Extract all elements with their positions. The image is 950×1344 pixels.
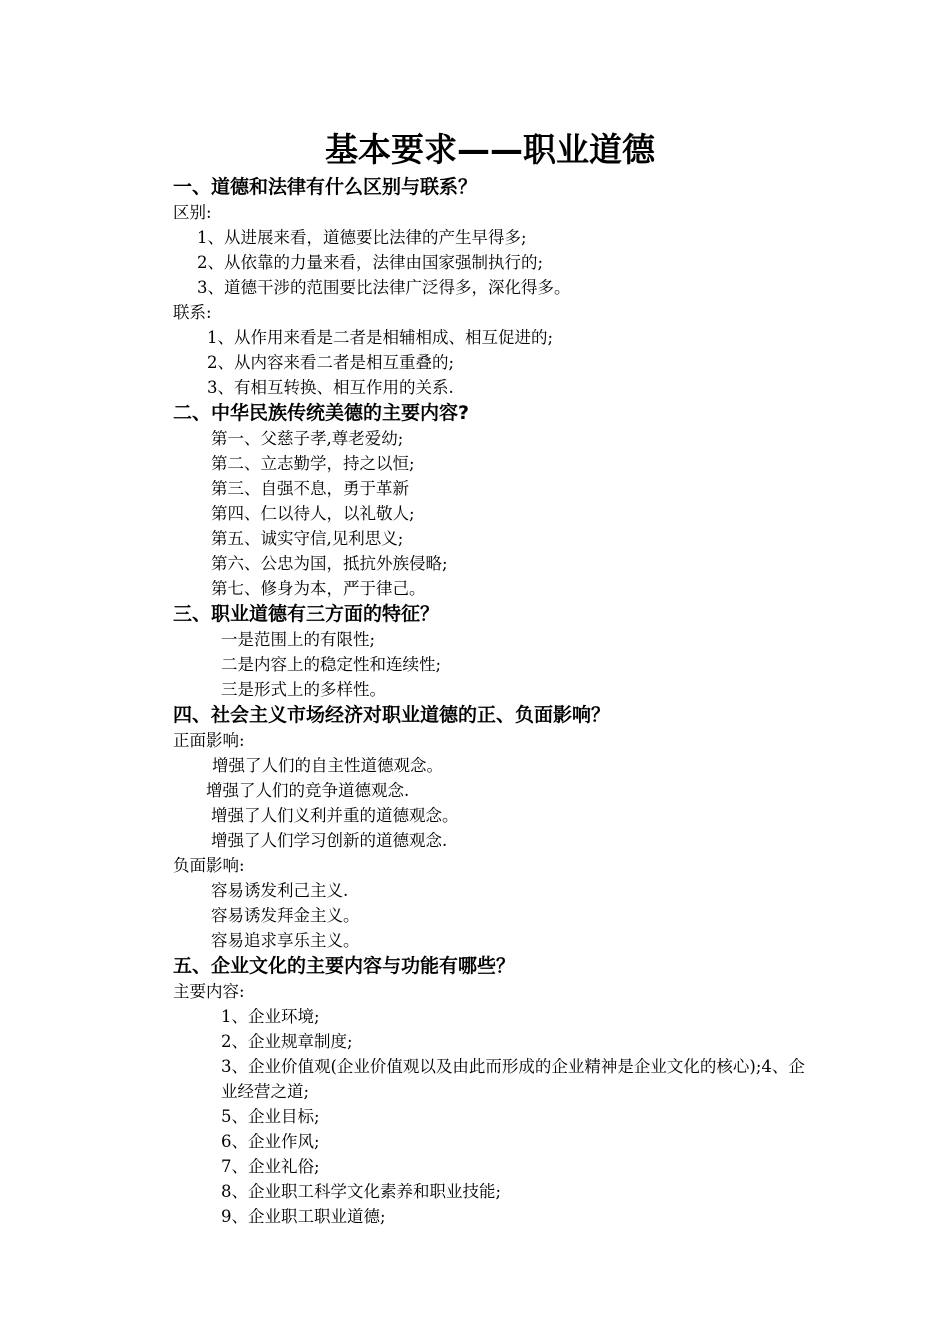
list-item: 3、有相互转换、相互作用的关系.: [207, 378, 454, 397]
list-item: 2、从依靠的力量来看，法律由国家强制执行的;: [197, 253, 544, 272]
list-item: 9、企业职工职业道德;: [221, 1207, 386, 1226]
list-item: 1、从进展来看，道德要比法律的产生早得多;: [197, 228, 527, 247]
list-item: 一是范围上的有限性;: [221, 630, 376, 649]
section-heading: 三、职业道德有三方面的特征？: [173, 603, 440, 625]
section-law-and-morality: [173, 174, 833, 400]
list-item: 增强了人们学习创新的道德观念.: [211, 831, 448, 850]
section-heading: 五、企业文化的主要内容与功能有哪些？: [173, 955, 516, 977]
section-ethics-features: [173, 601, 833, 702]
label-positive: 正面影响:: [173, 731, 245, 750]
label-negative: 负面影响:: [173, 856, 245, 875]
document-body: [173, 174, 833, 1229]
list-item: 二是内容上的稳定性和连续性;: [221, 655, 442, 674]
list-item: 增强了人们的竞争道德观念.: [206, 781, 410, 800]
list-item: 增强了人们的自主性道德观念。: [212, 756, 443, 775]
list-item: 6、企业作风;: [221, 1132, 320, 1151]
list-item: 第五、诚实守信,见利思义;: [211, 529, 404, 548]
list-item: 容易诱发利己主义.: [211, 881, 349, 900]
section-heading: 四、社会主义市场经济对职业道德的正、负面影响？: [173, 704, 611, 726]
section-heading: 一、道德和法律有什么区别与联系？: [173, 176, 478, 198]
list-item: 增强了人们义利并重的道德观念。: [211, 806, 459, 825]
list-item: 容易追求享乐主义。: [211, 931, 360, 950]
list-item: 5、企业目标;: [221, 1107, 320, 1126]
list-item: 1、企业环境;: [221, 1007, 320, 1026]
label-difference: 区别:: [173, 203, 212, 222]
list-item: 8、企业职工科学文化素养和职业技能;: [221, 1182, 502, 1201]
section-heading: 二、中华民族传统美德的主要内容?: [173, 402, 470, 424]
list-item: 容易诱发拜金主义。: [211, 906, 360, 925]
list-item: 第六、公忠为国，抵抗外族侵略;: [211, 554, 448, 573]
section-traditional-virtues: [173, 400, 833, 601]
list-item: 三是形式上的多样性。: [221, 680, 386, 699]
label-main-content: 主要内容:: [173, 982, 245, 1001]
document-title: 基本要求——职业道德: [325, 130, 655, 169]
list-item: 第三、自强不息，勇于革新: [211, 479, 409, 498]
list-item: 1、从作用来看是二者是相辅相成、相互促进的;: [207, 328, 554, 347]
list-item: 第二、立志勤学，持之以恒;: [211, 454, 415, 473]
list-item: 3、企业价值观(企业价值观以及由此而形成的企业精神是企业文化的核心);4、企业经营之道;: [221, 1057, 805, 1101]
list-item: 第一、父慈子孝,尊老爱幼;: [211, 429, 404, 448]
list-item: 2、从内容来看二者是相互重叠的;: [207, 353, 455, 372]
list-item: 第四、仁以待人，以礼敬人;: [211, 504, 415, 523]
list-item: 3、道德干涉的范围要比法律广泛得多，深化得多。: [197, 278, 571, 297]
section-corporate-culture: [173, 953, 833, 1229]
label-connection: 联系:: [173, 303, 212, 322]
list-item: 第七、修身为本，严于律己。: [211, 579, 426, 598]
section-market-economy-impact: [173, 702, 833, 953]
list-item: 7、企业礼俗;: [221, 1157, 320, 1176]
list-item: 2、企业规章制度;: [221, 1032, 353, 1051]
